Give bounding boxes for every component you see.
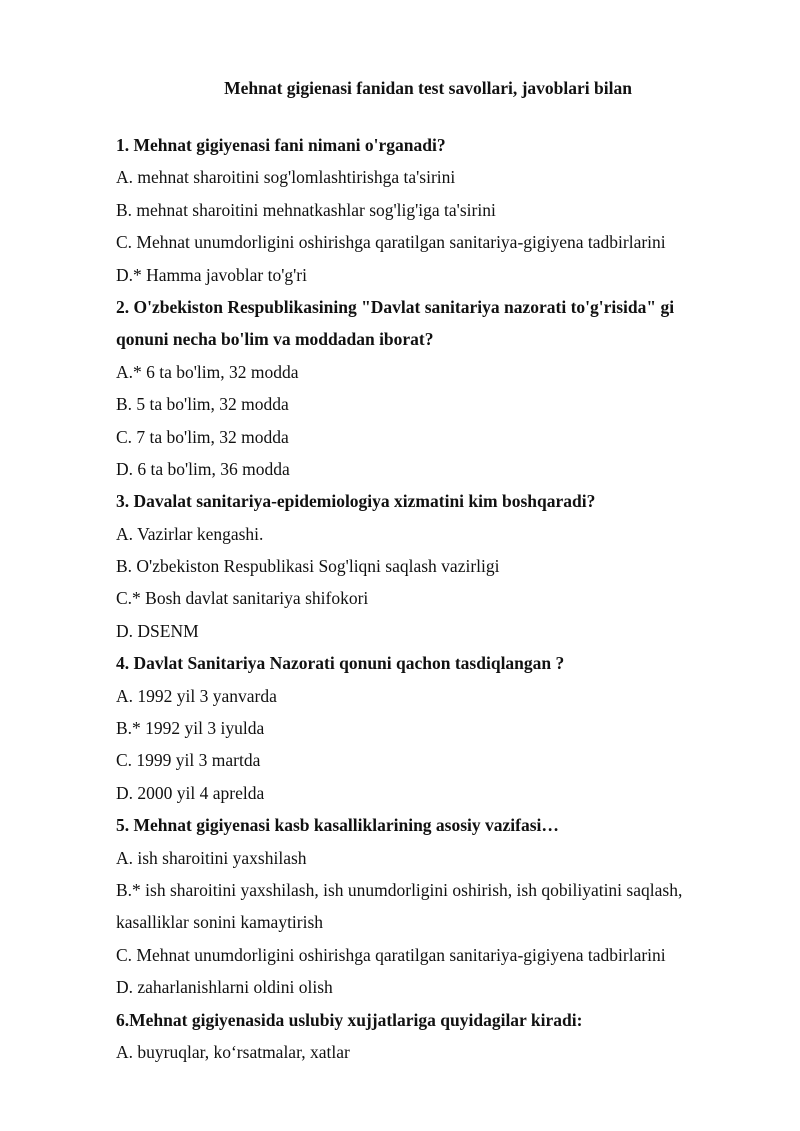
q2-option-d: D. 6 ta bo'lim, 36 modda (116, 458, 290, 479)
q2-option-b: B. 5 ta bo'lim, 32 modda (116, 394, 289, 415)
q1-option-a: A. mehnat sharoitini sog'lomlashtirishga ta'sirini (116, 167, 456, 188)
q5-option-b: B.* ish sharoitini yaxshilash, ish unumdorligini oshirish, ish qobiliyatini saqlash, (116, 879, 683, 900)
q5-option-c: C. Mehnat unumdorligini oshirishga qaratilgan sanitariya-gigiyena tadbirlarini (116, 944, 666, 965)
q3-option-a: A. Vazirlar kengashi. (116, 523, 264, 544)
q2-option-a: A.* 6 ta bo'lim, 32 modda (116, 361, 299, 382)
question-2-line-2: qonuni necha bo'lim va moddadan iborat? (116, 329, 434, 350)
q1-option-c: C. Mehnat unumdorligini oshirishga qaratilgan sanitariya-gigiyena tadbirlarini (116, 232, 666, 253)
q5-option-d: D. zaharlanishlarni oldini olish (116, 977, 333, 998)
q3-option-d: D. DSENM (116, 620, 199, 641)
q1-option-b: B. mehnat sharoitini mehnatkashlar sog'lig'iga ta'sirini (116, 199, 496, 220)
question-2-line-1: 2. O'zbekiston Respublikasining "Davlat sanitariya nazorati to'g'risida" gi (116, 296, 675, 317)
q1-option-d: D.* Hamma javoblar to'g'ri (116, 264, 307, 285)
question-3: 3. Davalat sanitariya-epidemiologiya xizmatini kim boshqaradi? (116, 491, 596, 512)
q5-option-a: A. ish sharoitini yaxshilash (116, 847, 307, 868)
q3-option-b: B. O'zbekiston Respublikasi Sog'liqni saqlash vazirligi (116, 556, 500, 577)
q3-option-c: C.* Bosh davlat sanitariya shifokori (116, 588, 369, 609)
q4-option-b: B.* 1992 yil 3 iyulda (116, 718, 265, 739)
q5-option-b-continued: kasalliklar sonini kamaytirish (116, 912, 324, 933)
q4-option-c: C. 1999 yil 3 martda (116, 750, 261, 771)
question-4: 4. Davlat Sanitariya Nazorati qonuni qachon tasdiqlangan ? (116, 653, 565, 674)
q6-option-a: A. buyruqlar, ko‘rsatmalar, xatlar (116, 1041, 350, 1062)
question-6: 6.Mehnat gigiyenasida uslubiy xujjatlariga quyidagilar kiradi: (116, 1009, 583, 1030)
q4-option-d: D. 2000 yil 4 aprelda (116, 782, 265, 803)
document-title: Mehnat gigienasi fanidan test savollari, javoblari bilan (224, 78, 632, 98)
q4-option-a: A. 1992 yil 3 yanvarda (116, 685, 277, 706)
question-list (116, 129, 736, 1068)
q2-option-c: C. 7 ta bo'lim, 32 modda (116, 426, 289, 447)
question-5: 5. Mehnat gigiyenasi kasb kasalliklarining asosiy vazifasi… (116, 815, 559, 836)
question-1: 1. Mehnat gigiyenasi fani nimani o'rganadi? (116, 135, 446, 155)
